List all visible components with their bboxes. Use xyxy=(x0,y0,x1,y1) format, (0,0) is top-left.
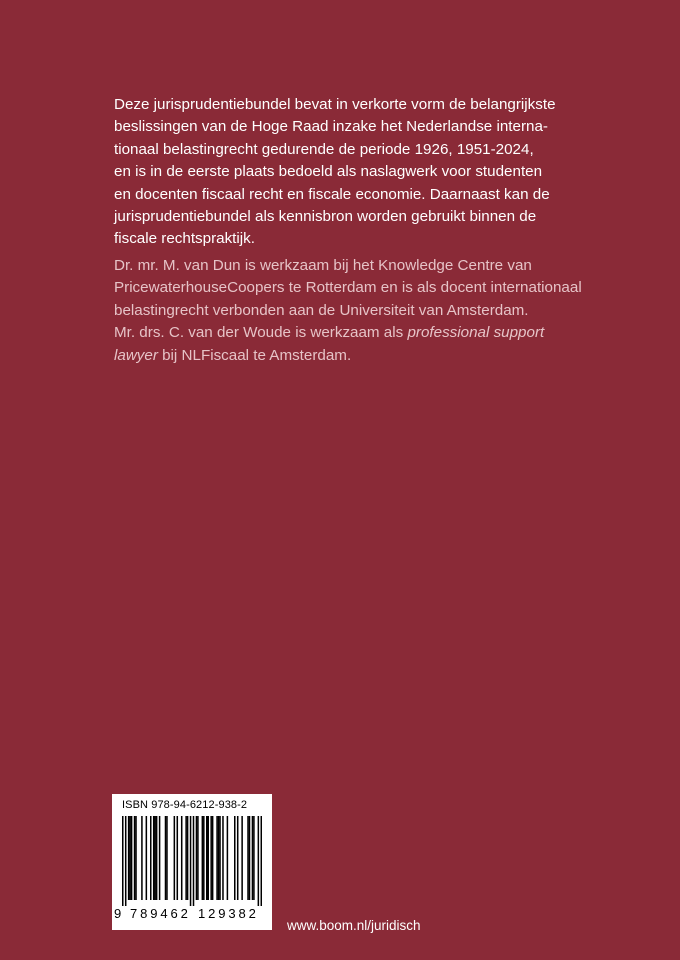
author-bio xyxy=(114,255,584,367)
barcode-digit-first: 9 xyxy=(114,906,122,921)
barcode-bar xyxy=(261,816,262,906)
blurb-line: jurisprudentiebundel als kennisbron worden gebruikt binnen de xyxy=(114,208,537,226)
bio-text: bij NLFiscaal te Amsterdam. xyxy=(157,346,352,364)
barcode-bar xyxy=(187,816,189,900)
barcode-bar xyxy=(247,816,249,900)
barcode-bar xyxy=(219,816,221,900)
barcode-bar xyxy=(153,816,155,900)
blurb-paragraph xyxy=(114,94,584,251)
barcode-bar xyxy=(159,816,161,900)
barcode-bar xyxy=(258,816,260,906)
blurb-line: en is in de eerste plaats bedoeld als naslagwerk voor studenten xyxy=(114,163,543,181)
barcode-bar xyxy=(177,816,179,900)
barcode-bar xyxy=(212,816,214,900)
blurb-line: beslissingen van de Hoge Raad inzake het Nederlandse interna- xyxy=(114,118,548,136)
blurb-line: tionaal belastingrecht gedurende de periode 1926, 1951-2024, xyxy=(114,140,534,158)
isbn-barcode xyxy=(112,794,272,930)
barcode-bar xyxy=(190,816,192,906)
bio-line: Dr. mr. M. van Dun is werkzaam bij het Knowledge Centre van xyxy=(114,257,532,274)
barcode-bar xyxy=(202,816,204,900)
barcode-bar xyxy=(218,816,220,900)
barcode-bar xyxy=(129,816,131,900)
bio-line: belastingrecht verbonden aan de Universiteit van Amsterdam. xyxy=(114,301,529,319)
barcode-bar xyxy=(249,816,251,900)
barcode-bar xyxy=(216,816,218,900)
bio-line: PricewaterhouseCoopers te Rotterdam en is als docent internationaal xyxy=(114,279,582,297)
barcode-bar xyxy=(128,816,130,900)
barcode-bar xyxy=(241,816,243,900)
bio-text: Mr. drs. C. van der Woude is werkzaam als xyxy=(114,324,408,342)
bio-line xyxy=(114,322,584,344)
barcode-bar xyxy=(141,816,143,900)
barcode-bar xyxy=(156,816,158,900)
barcode-bar xyxy=(203,816,205,900)
barcode-bar xyxy=(222,816,224,900)
barcode-bar xyxy=(253,816,255,900)
barcode-bar xyxy=(237,816,239,900)
barcode-bar xyxy=(150,816,152,900)
barcode-bar xyxy=(122,816,124,906)
isbn-label: ISBN 978-94-6212-938-2 xyxy=(122,799,248,811)
barcode-bar xyxy=(166,816,168,900)
blurb-line: en docenten fiscaal recht en fiscale economie. Daarnaast kan de xyxy=(114,185,550,203)
barcode-bar xyxy=(197,816,199,900)
publisher-website[interactable]: www.boom.nl/juridisch xyxy=(287,918,421,933)
barcode-bar xyxy=(154,816,156,900)
barcode-bar xyxy=(210,816,212,900)
bio-line xyxy=(114,345,584,367)
barcode-bar xyxy=(134,816,136,900)
blurb-line: Deze jurisprudentiebundel bevat in verkorte vorm de belangrijkste xyxy=(114,96,556,113)
barcode-bar xyxy=(193,816,195,906)
barcode-bar xyxy=(135,816,137,900)
barcode-bar xyxy=(196,816,198,900)
barcode-bar xyxy=(207,816,209,900)
barcode-bar xyxy=(146,816,148,900)
barcode-bar xyxy=(131,816,133,900)
barcode-digits-right: 129382 xyxy=(198,906,259,921)
barcode-bar xyxy=(227,816,229,900)
bio-italic-text: lawyer xyxy=(114,346,158,364)
barcode-bar xyxy=(125,816,127,906)
barcode-bar xyxy=(234,816,236,900)
blurb-line: fiscale rechtspraktijk. xyxy=(114,230,255,248)
barcode-bar xyxy=(174,816,176,900)
barcode-bar xyxy=(181,816,183,900)
bio-italic-text: professional support xyxy=(407,324,545,342)
barcode-bar xyxy=(206,816,208,900)
barcode-bar xyxy=(185,816,187,900)
barcode-icon xyxy=(122,816,262,906)
barcode-bar xyxy=(252,816,254,900)
barcode-bar xyxy=(165,816,167,900)
barcode-digits-left: 789462 xyxy=(130,906,191,921)
